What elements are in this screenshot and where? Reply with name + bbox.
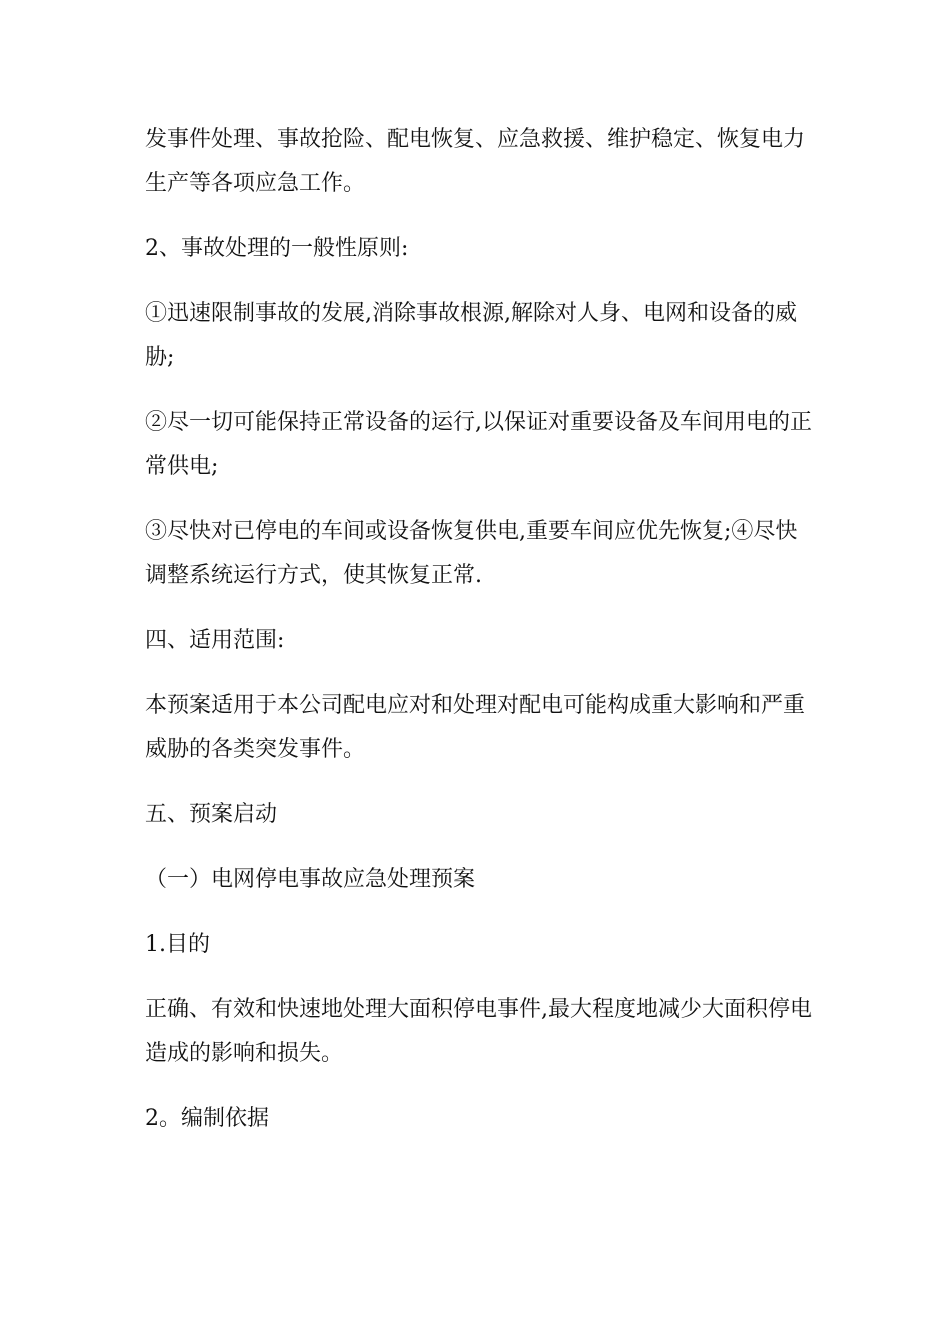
paragraph-principle-2: ②尽一切可能保持正常设备的运行,以保证对重要设备及车间用电的正常供电;	[145, 410, 812, 479]
paragraph-scope: 本预案适用于本公司配电应对和处理对配电可能构成重大影响和严重威胁的各类突发事件。	[145, 693, 806, 762]
paragraph-emergency-work: 发事件处理、事故抢险、配电恢复、应急救援、维护稳定、恢复电力生产等各项应急工作。	[145, 127, 806, 196]
paragraph-principle-3-4: ③尽快对已停电的车间或设备恢复供电,重要车间应优先恢复;④尽快调整系统运行方式，使其恢复正常.	[145, 519, 798, 588]
document-body	[145, 118, 815, 1162]
subsection-heading-grid-outage: （一）电网停电事故应急处理预案	[145, 867, 476, 892]
item-heading-purpose: 1.目的	[145, 932, 210, 957]
section-heading-plan-activation: 五、预案启动	[145, 802, 278, 827]
paragraph-principle-1: ①迅速限制事故的发展,消除事故根源,解除对人身、电网和设备的威胁;	[145, 301, 797, 370]
paragraph-purpose: 正确、有效和快速地处理大面积停电事件,最大程度地减少大面积停电造成的影响和损失。	[145, 997, 812, 1066]
paragraph-principles-heading: 2、事故处理的一般性原则:	[145, 236, 409, 261]
section-heading-scope: 四、适用范围:	[145, 628, 285, 653]
item-heading-basis: 2。编制依据	[145, 1106, 269, 1131]
